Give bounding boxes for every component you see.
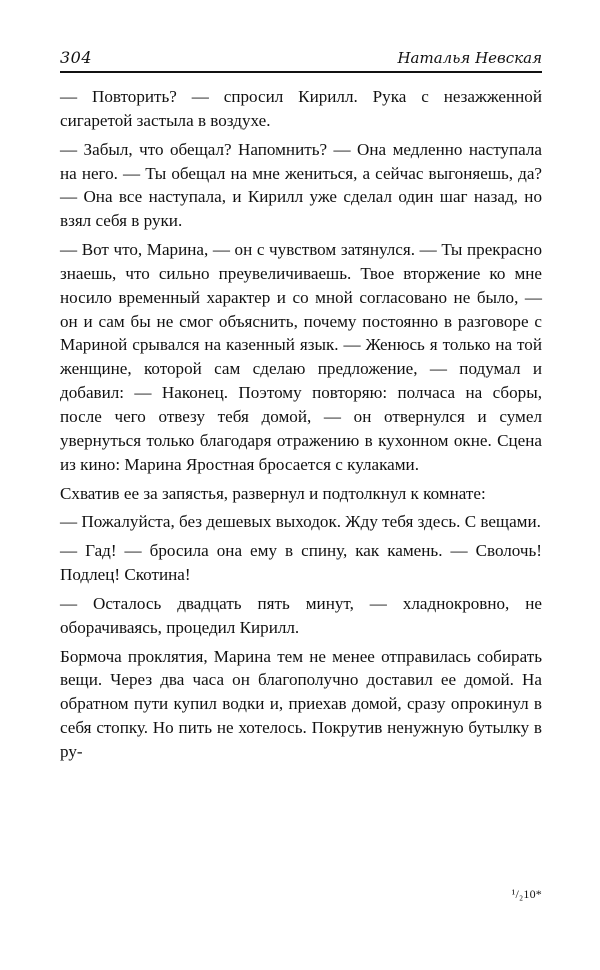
- paragraph-3: — Вот что, Марина, — он с чувством затянулся. — Ты прекрасно знаешь, что сильно преувеличиваешь. Твое вторжение ко мне носило временный характер и со мной согласовано не было, — он и сам бы не смог объяснить, почему постоянно в разговоре с Мариной срывался на казенный язык. — Женюсь я только на той женщине, которой сам сделаю предложение, — подумал и добавил: — Наконец. Поэтому повторяю: полчаса на сборы, после чего отвезу тебя домой, — он отвернулся и сумел увернуться только благодаря отражению в кухонном окне. Сцена из кино: Марина Яростная бросается с кулаками.: [60, 240, 542, 474]
- paragraph-2: — Забыл, что обещал? Напомнить? — Она медленно наступала на него. — Ты обещал на мне жениться, а сейчас выгоняешь, да? — Она все наступала, и Кирилл уже сделал один шаг назад, но взял себя в руки.: [60, 139, 542, 231]
- paragraph-4: Схватив ее за запястья, развернул и подтолкнул к комнате:: [60, 483, 486, 503]
- paragraph-8: Бормоча проклятия, Марина тем не менее отправилась собирать вещи. Через два часа он благополучно доставил ее домой. На обратном пути купил водки и, приехав домой, сразу опрокинул в себя стопку. Но пить не хотелось. Покрутив ненужную бутылку в ру-: [60, 646, 542, 761]
- paragraph-1: — Повторить? — спросил Кирилл. Рука с незажженной сигаретой застыла в воздухе.: [60, 87, 542, 130]
- page-number: 304: [60, 48, 93, 67]
- paragraph-6: — Гад! — бросила она ему в спину, как камень. — Сволочь! Подлец! Скотина!: [60, 541, 542, 585]
- running-head: [60, 48, 542, 73]
- paragraph-7: — Осталось двадцать пять минут, — хладнокровно, не оборачиваясь, процедил Кирилл.: [60, 593, 542, 637]
- page-text: [60, 85, 542, 764]
- paragraph-5: — Пожалуйста, без дешевых выходок. Жду тебя здесь. С вещами.: [60, 512, 541, 532]
- author-name: Наталья Невская: [397, 49, 542, 67]
- printer-signature: ¹/₂10*: [511, 887, 542, 901]
- book-page: [60, 48, 542, 764]
